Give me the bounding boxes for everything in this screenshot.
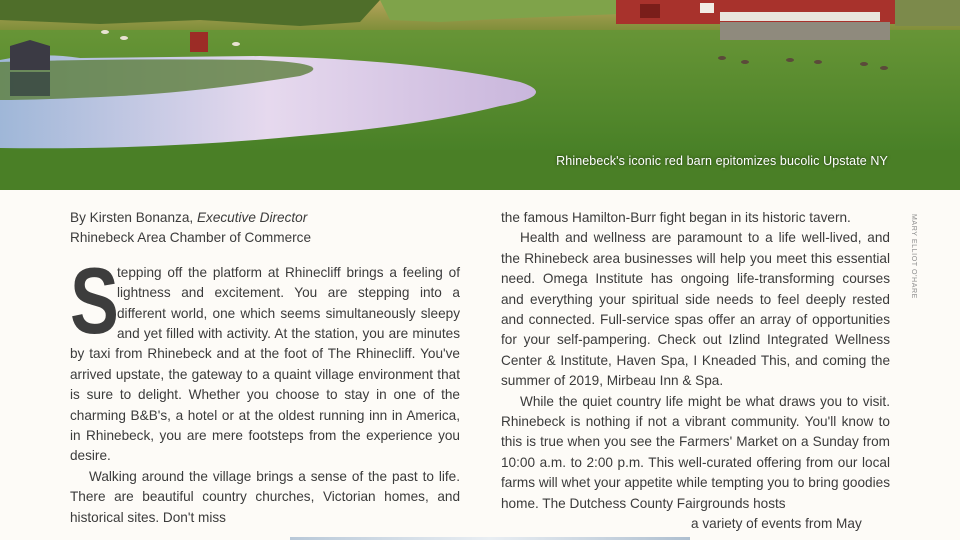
article-column-right bbox=[501, 208, 890, 535]
paragraph-2: Walking around the village brings a sense of the past to life. There are beautiful country churches, Victorian homes, and historical sites. Don't miss bbox=[70, 468, 460, 525]
article-page bbox=[0, 190, 960, 540]
photo-credit: MARY ELLIOT O'HARE bbox=[910, 214, 917, 299]
paragraph-2-continued: the famous Hamilton-Burr fight began in its historic tavern. bbox=[501, 210, 851, 225]
paragraph-3: Health and wellness are paramount to a life well-lived, and the Rhinebeck area businesses will help you meet this essential need. Omega Institute has ongoing life-transforming courses and everything your spiritual side needs to feel deeply rested and connected. Full-service spas offer an array of opportunities for your self-pampering. Check out Izlind Integrated Wellness Center & Institute, Haven Spa, I Kneaded This, and coming the summer of 2019, Mirbeau Inn & Spa. bbox=[501, 230, 890, 389]
paragraph-4: While the quiet country life might be what draws you to visit. Rhinebeck is nothing if not a vibrant community. You'll know to this is true when you see the Farmers' Market on a Sunday from 10:00 a.m. to 2:00 p.m. This well-curated offering from our local farms will whet your appetite while tempting you to bring goodies home. The Dutchess County Fairgrounds hosts bbox=[501, 393, 890, 511]
paragraph-4-tail: a variety of events from May bbox=[691, 516, 862, 532]
byline-author: By Kirsten Bonanza, bbox=[70, 210, 197, 225]
paragraph-1 bbox=[70, 247, 460, 467]
byline-title: Executive Director bbox=[196, 210, 308, 225]
byline-organization: Rhinebeck Area Chamber of Commerce bbox=[70, 230, 312, 246]
photo-caption: Rhinebeck's iconic red barn epitomizes bucolic Upstate NY bbox=[556, 154, 888, 168]
paragraph-1-text: tepping off the platform at Rhinecliff brings a feeling of lightness and excitement. You are stepping into a different world, one which seems simultaneously sleepy and yet filled with activity. At the station, you are minutes by taxi from Rhinebeck and at the foot of The Rhinecliff. You've arrived upstate, the gateway to a quaint village environment that is sure to delight. Whether you choose to stay in one of the charming B&B's, a hotel or at the oldest running inn in America, in Rhinebeck, you are mere footsteps from the experience you desire. bbox=[70, 264, 460, 464]
hero-photo bbox=[0, 0, 960, 190]
article-column-left bbox=[70, 208, 460, 528]
byline bbox=[70, 208, 460, 249]
drop-cap: S bbox=[70, 247, 119, 353]
